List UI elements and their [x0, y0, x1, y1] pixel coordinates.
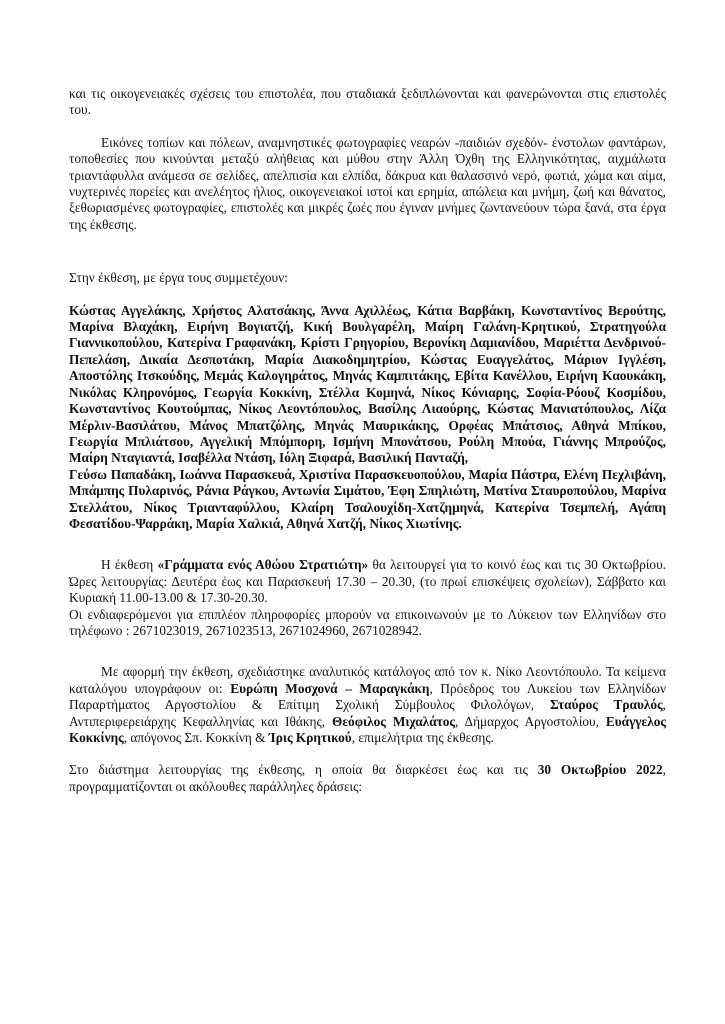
catalogue-text-2: , Πρόεδρος του Λυκείου των Ελληνίδων Παραρτήματος Αργοστολίου & Επίτιμη Σχολική Σύμβουλος Φιλολόγων,: [69, 680, 666, 713]
contact-paragraph: Οι ενδιαφερόμενοι για επιπλέον πληροφορίες μπορούν να επικοινωνούν με το Λύκειον των Ελληνίδων στο τηλέφωνο : 2671023019, 2671023513, 2671024960, 2671028942.: [69, 606, 666, 638]
artists-list-part1: Κώστας Αγγελάκης, Χρήστος Αλατσάκης, Άννα Αχιλλέως, Κάτια Βαρβάκη, Κωνσταντίνος Βερούτης, Μαρίνα Βλαχάκη, Ειρήνη Βογιατζή, Κική Βουλγαρέλη, Μαίρη Γαλάνη-Κρητικού, Στρατηγούλα Γιαννικοπούλου, Κατερίνα Γραφανάκη, Κρίστι Γρηγορίου, Βερονίκη Δαμιανίδου, Μαριέττα Δενδρινού-Πεπελάση, Δικαία Δεσποτάκη, Μαρία Διακοδημητρίου, Κώστας Ευαγγελάτος, Μάριον Ιγγλέση, Αποστόλης Ιτσκούδης, Μεμάς Καλογηράτος, Μηνάς Καμπιτάκης, Εβίτα Κανέλλου, Ειρήνη Καουκάκη, Νικόλας Κληρονόμος, Γεωργία Κοκκίνη, Στέλλα Κομηνά, Νίκος Κόνιαρης, Σοφία-Ρόουζ Κοσμίδου, Κωνσταντίνος Κουτούμπας, Νίκος Λεοντόπουλος, Βασίλης Λιαούρης, Κώστας Μανιατόπουλος, Λίζα Μέρλιν-Βασιλάτου, Μάνος Μπατζόλης, Μηνάς Μαυρικάκης, Ορφέας Μπάτσιος, Αθηνά Μπίκου, Γεωργία Μπλιάτσου, Αγγελική Μπόμπορη, Ισμήνη Μπονάτσου, Ρούλη Μπούα, Γιάννης Μπρούζος, Μαίρη Νταγιαντά, Ισαβέλλα Ντάση, Ιόλη Ξιφαρά, Βασιλική Πανταζή,: [69, 302, 666, 466]
catalogue-name-3: Θεόφιλος Μιχαλάτος: [332, 713, 456, 729]
closing-pre: Στο διάστημα λειτουργίας της έκθεσης, η οποία θα διαρκέσει έως και τις: [69, 762, 538, 778]
catalogue-text-3: , Αντιπεριφερειάρχης Κεφαλληνίας και Ιθάκης,: [69, 697, 666, 729]
exhibition-title: «Γράμματα ενός Αθώου Στρατιώτη»: [157, 557, 369, 573]
catalogue-text-4: , Δήμαρχος Αργοστολίου,: [455, 713, 606, 729]
exhibition-hours-paragraph: [69, 557, 666, 606]
catalogue-text-5: , απόγονος Σπ. Κοκκίνη &: [123, 730, 269, 745]
images-paragraph: Εικόνες τοπίων και πόλεων, αναμνηστικές φωτογραφίες νεαρών -παιδιών σχεδόν- ένστολων φαντάρων, τοποθεσίες που κινούνται μεταξύ αλήθειας και μύθου στην Άλλη Όχθη της Ελληνικότητας, αιχμάλωτα τριαντάφυλλα ανάμεσα σε σελίδες, απελπισία και ελπίδα, δάκρυα και θαλασσινό νερό, φωτιά, χώμα και αίμα, νυχτερινές πορείες και ανελέητος ήλιος, οικογενειακοί ιστοί και ερημία, απώλεια και μνήμη, ζωή και θάνατος, ξεθωριασμένες φωτογραφίες, επιστολές και μικρές ζωές που έγιναν μνήμες ζωντανεύουν τώρα ξανά, στα έργα της έκθεσης.: [69, 134, 666, 232]
intro-tail-paragraph: και τις οικογενειακές σχέσεις του επιστολέα, που σταδιακά ξεδιπλώνονται και φανερώνονται στις επιστολές του.: [69, 86, 666, 118]
catalogue-name-1: Ευρώπη Μοσχονά – Μαραγκάκη: [230, 680, 430, 696]
exhibition-post: θα λειτουργεί για το κοινό έως και τις 30 Οκτωβρίου. Ώρες λειτουργίας: Δευτέρα έως και Παρασκευή 17.30 – 20.30, (το πρωί επισκέψεις σχολείων), Σάββατο και Κυριακή 11.00-13.00 & 17.30-20.30.: [69, 557, 666, 606]
participants-intro: Στην έκθεση, με έργα τους συμμετέχουν:: [69, 270, 288, 286]
catalogue-text-6: , επιμελήτρια της έκθεσης.: [351, 730, 494, 745]
closing-date: 30 Οκτωβρίου 2022: [537, 762, 663, 778]
closing-post: , προγραμματίζονται οι ακόλουθες παράλληλες δράσεις:: [69, 762, 666, 794]
catalogue-name-2: Σταύρος Τραυλός: [549, 697, 663, 713]
document-page: [69, 86, 666, 795]
catalogue-name-5: Ίρις Κρητικού: [268, 730, 352, 745]
closing-paragraph: [69, 762, 666, 795]
catalogue-text-1: Με αφορμή την έκθεση, σχεδιάστηκε αναλυτικός κατάλογος από τον κ. Νίκο Λεοντόπουλο. Τα κείμενα καταλόγου υπογράφουν οι:: [69, 664, 666, 696]
catalogue-paragraph: [69, 664, 666, 746]
artists-list-part2: Γεύσω Παπαδάκη, Ιωάννα Παρασκευά, Χριστίνα Παρασκευοπούλου, Μαρία Πάστρα, Ελένη Πεχλιβάνη, Μπάμπης Πυλαρινός, Ράνια Ράγκου, Αντωνία Σιμάτου, Έφη Σπηλιώτη, Ματίνα Σταυροπούλου, Μαρίνα Στελλάτου, Νίκος Τριανταφύλλου, Κλαίρη Τσαλουχίδη-Χατζημηνά, Κατερίνα Τσεμπελή, Αγάπη Φεσατίδου-Ψαρράκη, Μαρία Χαλκιά, Αθηνά Χατζή, Νίκος Χιωτίνης.: [69, 466, 666, 531]
catalogue-name-4: Ευάγγελος Κοκκίνης: [69, 713, 666, 745]
exhibition-pre: Η έκθεση: [101, 557, 158, 573]
